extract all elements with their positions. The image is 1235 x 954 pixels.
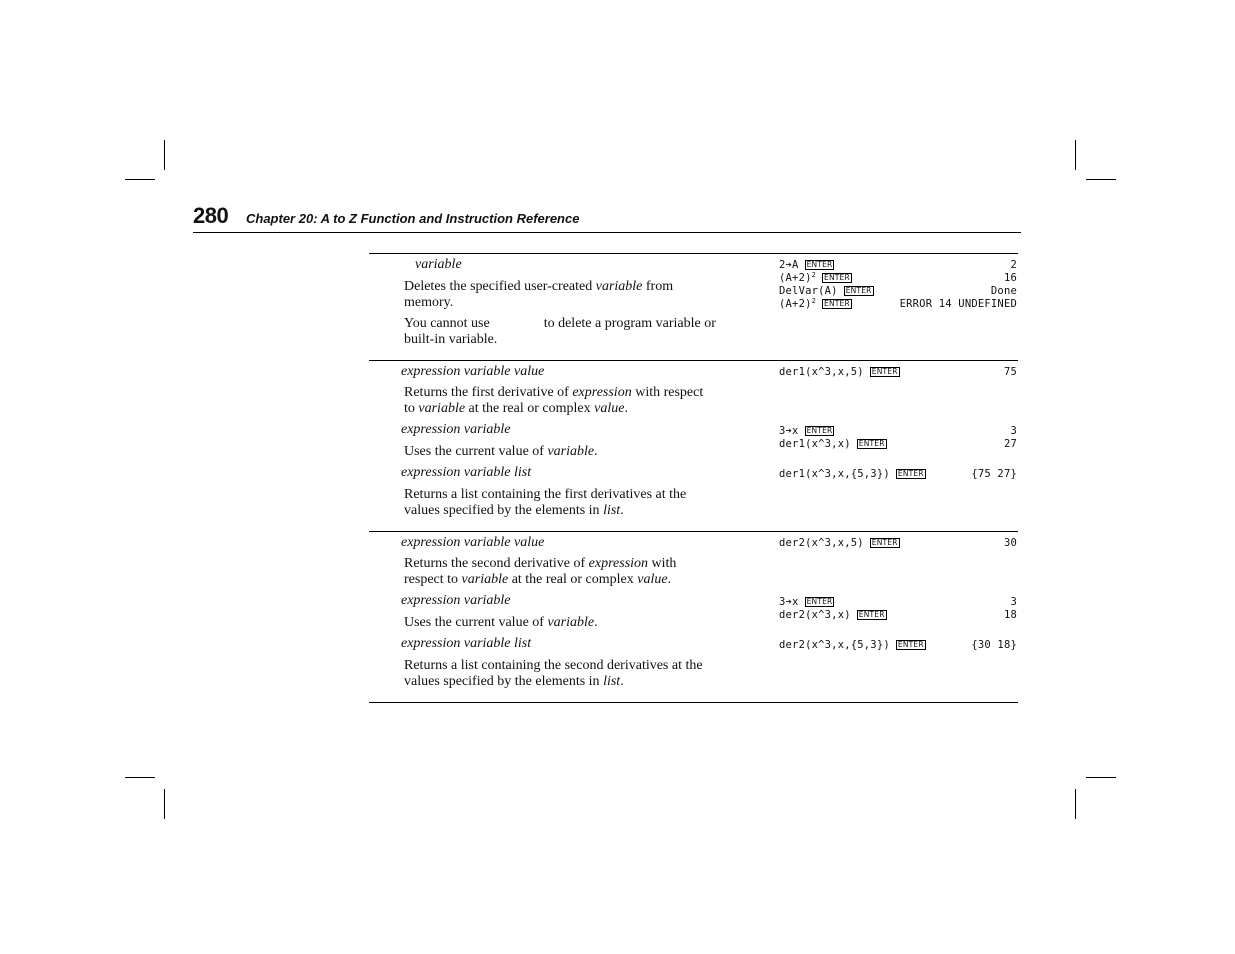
enter-key-icon: ENTER (824, 273, 850, 282)
description: Returns a list containing the first derivatives at the (404, 487, 687, 502)
description: values specified by the elements in list. (404, 674, 624, 689)
enter-key-icon: ENTER (806, 260, 833, 269)
description: Deletes the specified user-created variable from (404, 279, 674, 294)
syntax-line: expression variable (401, 422, 511, 437)
syntax-line: expression variable list (401, 465, 532, 480)
example-result: {75 27} (971, 468, 1017, 480)
example-input: $(A+2)^2$ ENTER (779, 297, 850, 310)
crop-mark (1075, 789, 1076, 819)
syntax-line: expression variable value (401, 364, 545, 379)
syntax-line: expression variable (401, 593, 511, 608)
example-input: der1(x^3,x,{5,3}) ENTER (779, 468, 924, 480)
section-rule (369, 702, 1018, 703)
example-input: der2(x^3,x) ENTER (779, 609, 885, 621)
enter-key-icon: ENTER (845, 286, 872, 295)
description: Uses the current value of variable. (404, 615, 598, 630)
example-result: 30 (1003, 537, 1017, 549)
example-result: 2 (1010, 259, 1017, 271)
crop-mark (1086, 777, 1116, 778)
enter-key-icon: ENTER (806, 597, 833, 606)
syntax-line: expression variable list (401, 636, 532, 651)
description: Returns a list containing the second derivatives at the (404, 658, 703, 673)
example-input: 3➔x ENTER (779, 425, 833, 437)
crop-mark (1086, 179, 1116, 180)
syntax-line: variable (415, 257, 462, 272)
example-result: 75 (1003, 366, 1017, 378)
syntax-line: expression variable value (401, 535, 545, 550)
enter-key-icon: ENTER (871, 538, 898, 547)
example-result: 18 (1003, 609, 1017, 621)
example-input: der1(x^3,x) ENTER (779, 438, 885, 450)
chapter-title: Chapter 20: A to Z Function and Instruction Reference (246, 211, 580, 226)
enter-key-icon: ENTER (858, 439, 885, 448)
page-number: 280 (193, 203, 229, 228)
example-input: der1(x^3,x,5) ENTER (779, 366, 898, 378)
description: memory. (404, 295, 454, 310)
description: Uses the current value of variable. (404, 444, 598, 459)
example-result: 27 (1003, 438, 1017, 450)
description: Returns the second derivative of expression with (404, 556, 677, 571)
section-rule (369, 253, 1018, 254)
example-input: der2(x^3,x,{5,3}) ENTER (779, 639, 924, 651)
enter-key-icon: ENTER (871, 367, 898, 376)
enter-key-icon: ENTER (897, 469, 924, 478)
example-input: DelVar(A) ENTER (779, 285, 872, 297)
section-rule (369, 531, 1018, 532)
example-result: 3 (1010, 425, 1017, 437)
crop-mark (1075, 140, 1076, 170)
crop-mark (164, 140, 165, 170)
description: to variable at the real or complex value. (404, 401, 628, 416)
enter-key-icon: ENTER (858, 610, 885, 619)
description: You cannot use to delete a program variable or (404, 316, 716, 331)
enter-key-icon: ENTER (824, 299, 850, 308)
description: built-in variable. (404, 332, 498, 347)
crop-mark (125, 179, 155, 180)
example-result: ERROR 14 UNDEFINED (899, 298, 1017, 310)
description: respect to variable at the real or complex value. (404, 572, 672, 587)
example-result: 16 (1003, 272, 1017, 284)
example-result: Done (990, 285, 1017, 297)
example-result: 3 (1010, 596, 1017, 608)
enter-key-icon: ENTER (897, 640, 924, 649)
crop-mark (125, 777, 155, 778)
example-input: 2➔A ENTER (779, 259, 833, 271)
enter-key-icon: ENTER (806, 426, 833, 435)
example-input: $(A+2)^2$ ENTER (779, 271, 850, 284)
crop-mark (164, 789, 165, 819)
example-input: 3➔x ENTER (779, 596, 833, 608)
header-rule (193, 232, 1021, 233)
example-result: {30 18} (971, 639, 1017, 651)
description: values specified by the elements in list. (404, 503, 624, 518)
description: Returns the first derivative of expression with respect (404, 385, 704, 400)
example-input: der2(x^3,x,5) ENTER (779, 537, 898, 549)
section-rule (369, 360, 1018, 361)
